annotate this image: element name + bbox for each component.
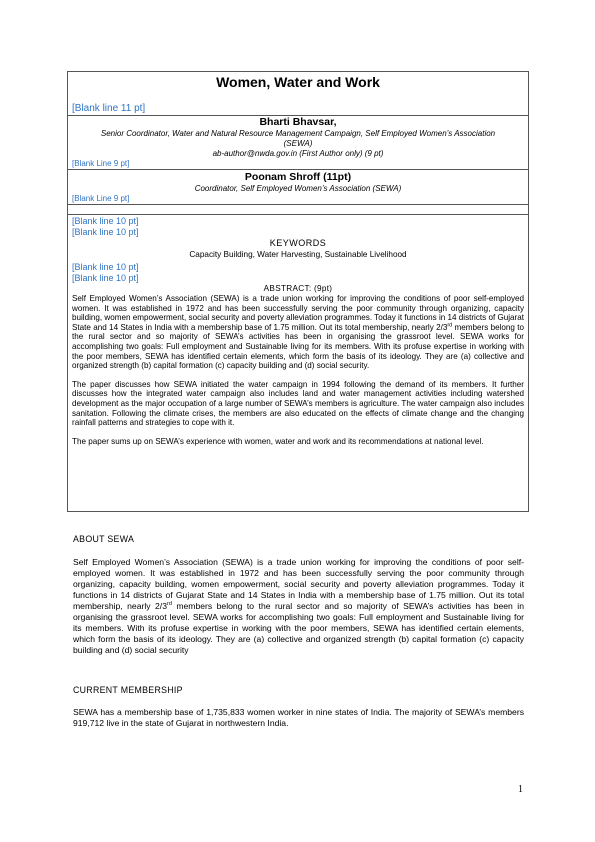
divider-line xyxy=(68,169,528,170)
abstract-heading: ABSTRACT: (9pt) xyxy=(263,284,333,293)
section-heading: ABOUT SEWA xyxy=(73,534,135,544)
abstract-paragraph: The paper discusses how SEWA initiated the water campaign in 1994 following the demand of its members. It further discusses how the integrated water campaign also includes land and water management activities including watershed development as the major occupation of a large number of SEWA’s members is agriculture. The water campaign also includes sanitation. Following the climate crises, the members are also educated on the effects of climate change and the changing rainfall patterns and strategies to cope with it. xyxy=(72,379,524,428)
author-email: ab-author@nwda.gov.in (First Author only) (9 pt) xyxy=(212,149,384,158)
blank-line-placeholder: [Blank line 11 pt] xyxy=(72,103,146,114)
author-name: Poonam Shroff (11pt) xyxy=(244,171,352,183)
front-matter-box xyxy=(67,71,529,512)
blank-line-placeholder: [Blank line 10 pt] xyxy=(72,227,139,237)
section-heading: CURRENT MEMBERSHIP xyxy=(73,685,183,695)
blank-line-placeholder: [Blank Line 9 pt] xyxy=(72,194,130,203)
keywords-heading: KEYWORDS xyxy=(269,238,327,248)
body-paragraph: SEWA has a membership base of 1,735,833 women worker in nine states of India. The majority of SEWA’s members 919,712 live in the state of Gujarat in northwestern India. xyxy=(73,707,524,728)
blank-line-placeholder: [Blank line 10 pt] xyxy=(72,216,139,226)
blank-line-placeholder: [Blank line 10 pt] xyxy=(72,273,139,283)
author-affiliation: Coordinator, Self Employed Women’s Association (SEWA) xyxy=(194,184,402,193)
author-affiliation: Senior Coordinator, Water and Natural Resource Management Campaign, Self Employed Women’s Association xyxy=(100,129,496,138)
body-paragraph: Self Employed Women’s Association (SEWA) is a trade union working for improving the conditions of poor self-employed women. It was established in 1972 and has been successfully serving the poor community through organizing, capacity building, women empowerment, social security and poverty alleviation programmes. Today it functions in 14 districts of Gujarat State and 14 States in India with a membership base of 1.75 million. Out its total membership, nearly 2/3rd members belong to the rural sector and so majority of SEWA’s activities has been in organising the grassroot level. SEWA works for accomplishing two goals: Full employment and Sustainable living for its members. With its profuse expertise in working with the poor members, SEWA has identified certain elements, which form the basis of its ideology. They are (a) collective and organized strength (b) capital formation (c) capacity building and (d) social security xyxy=(73,557,524,655)
section-body xyxy=(73,557,524,656)
author-name: Bharti Bhavsar, xyxy=(259,116,337,128)
blank-line-placeholder: [Blank line 10 pt] xyxy=(72,262,139,272)
abstract-paragraph: The paper sums up on SEWA’s experience with women, water and work and its recommendations at national level. xyxy=(72,436,484,446)
abstract-body xyxy=(72,294,524,446)
abstract-paragraph: Self Employed Women’s Association (SEWA) is a trade union working for improving the conditions of poor self-employed women. It was established in 1972 and has been successfully serving the poor community through organizing, capacity building, women empowerment, social security and poverty alleviation programmes. Today it functions in 14 districts of Gujarat State and 14 States in India with a membership base of 1.75 million. Out its total membership, nearly 2/3rd members belong to the rural sector and so majority of SEWA’s activities has been in organising the grassroot level. SEWA works for accomplishing two goals: Full employment and Sustainable living for its members. With its profuse expertise in working with the poor members, SEWA has identified certain elements, which form the basis of its ideology. They are (a) collective and organized strength (b) capital formation (c) capacity building and (d) social security. xyxy=(72,294,524,371)
divider-line xyxy=(68,204,528,205)
keywords-list: Capacity Building, Water Harvesting, Sustainable Livelihood xyxy=(189,250,407,259)
section-body xyxy=(73,707,524,729)
paper-title: Women, Water and Work xyxy=(216,74,380,90)
blank-line-placeholder: [Blank Line 9 pt] xyxy=(72,159,130,168)
page-number: 1 xyxy=(518,784,523,795)
author-affiliation: (SEWA) xyxy=(283,139,313,148)
divider-line xyxy=(68,214,528,215)
